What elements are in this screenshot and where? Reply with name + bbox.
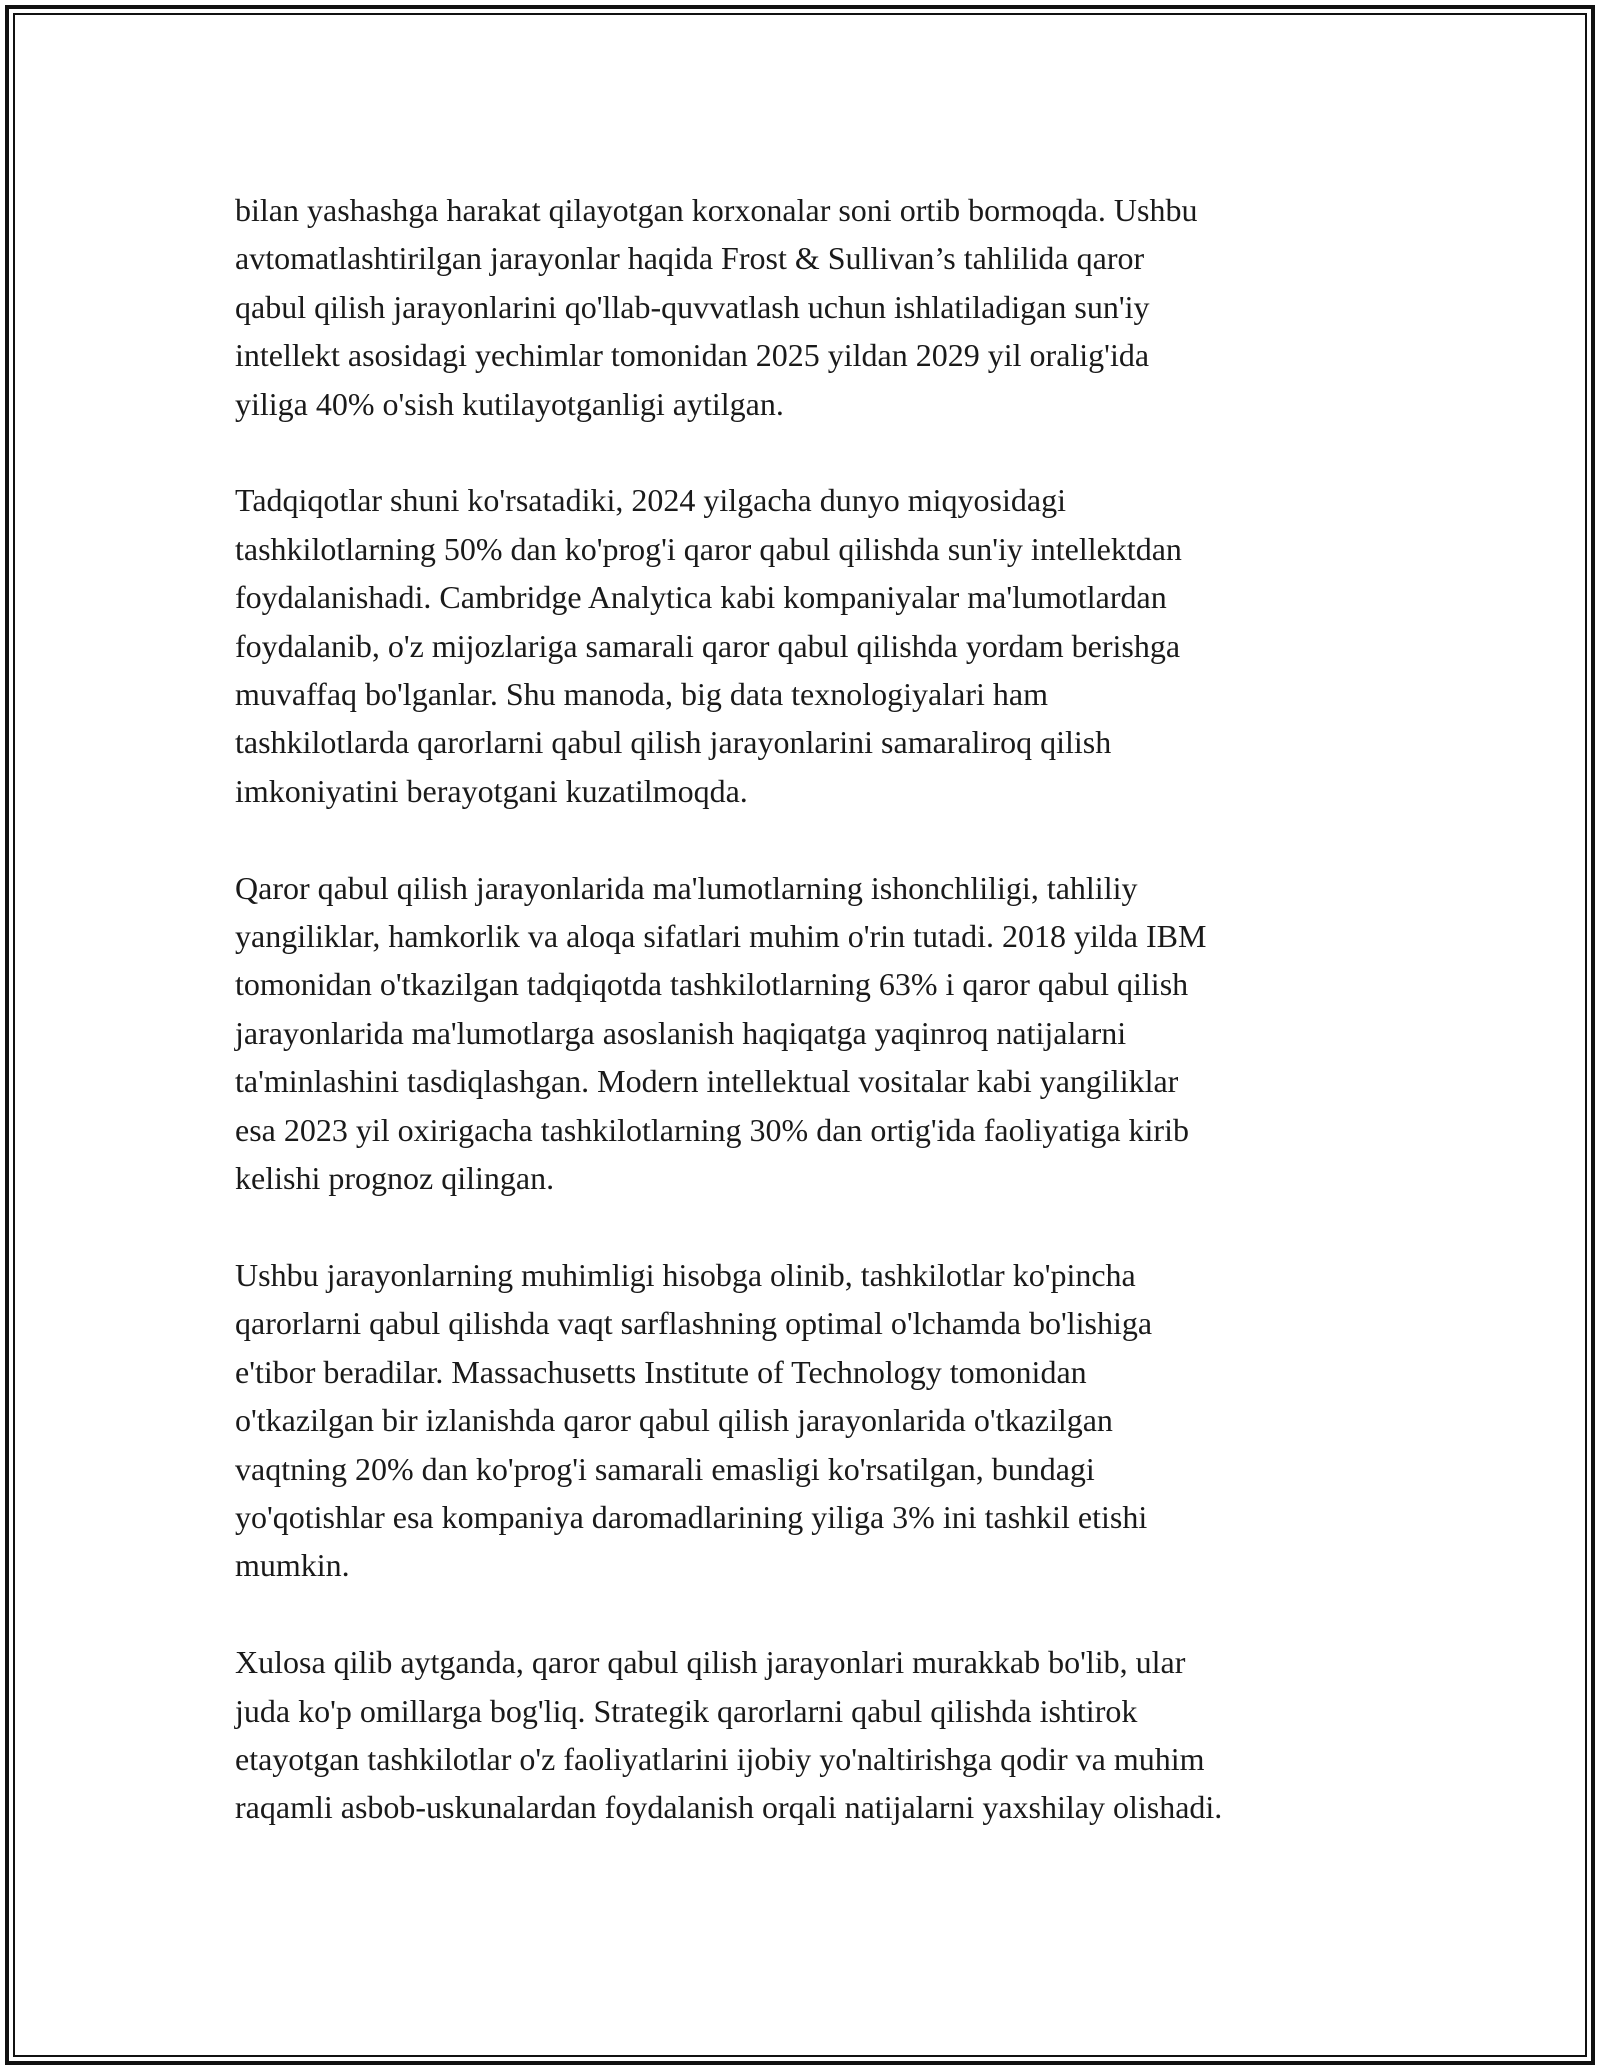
paragraph-2 [235, 476, 1395, 815]
text-line: raqamli asbob-uskunalardan foydalanish orqali natijalarni yaxshilay olishadi. [235, 1789, 1223, 1826]
text-line: foydalanib, o'z mijozlariga samarali qaror qabul qilishda yordam berishga [235, 627, 1181, 664]
text-line: etayotgan tashkilotlar o'z faoliyatlarini ijobiy yo'naltirishga qodir va muhim [235, 1740, 1205, 1777]
text-line: juda ko'p omillarga bog'liq. Strategik qarorlarni qabul qilishda ishtirok [235, 1692, 1138, 1729]
text-line: tashkilotlarning 50% dan ko'prog'i qaror qabul qilishda sun'iy intellektdan [235, 530, 1182, 567]
text-line: foydalanishadi. Cambridge Analytica kabi kompaniyalar ma'lumotlardan [235, 579, 1167, 616]
paragraph-1 [235, 186, 1395, 428]
text-line: jarayonlarida ma'lumotlarga asoslanish haqiqatga yaqinroq natijalarni [235, 1014, 1127, 1051]
text-line: tashkilotlarda qarorlarni qabul qilish jarayonlarini samaraliroq qilish [235, 724, 1112, 761]
text-line: ta'minlashini tasdiqlashgan. Modern intellektual vositalar kabi yangiliklar [235, 1063, 1179, 1100]
text-line: avtomatlashtirilgan jarayonlar haqida Frost & Sullivan’s tahlilida qaror [235, 240, 1145, 277]
paragraph-4 [235, 1251, 1395, 1590]
text-line: Qaror qabul qilish jarayonlarida ma'lumotlarning ishonchliligi, tahliliy [235, 869, 1138, 906]
text-line: o'tkazilgan bir izlanishda qaror qabul qilish jarayonlarida o'tkazilgan [235, 1402, 1113, 1439]
text-line: e'tibor beradilar. Massachusetts Institute of Technology tomonidan [235, 1353, 1087, 1390]
text-line: tomonidan o'tkazilgan tadqiqotda tashkilotlarning 63% i qaror qabul qilish [235, 966, 1189, 1003]
text-line: esa 2023 yil oxirigacha tashkilotlarning 30% dan ortig'ida faoliyatiga kirib [235, 1111, 1189, 1148]
document-body [235, 186, 1395, 1832]
text-line: yangiliklar, hamkorlik va aloqa sifatlari muhim o'rin tutadi. 2018 yilda IBM [235, 918, 1207, 955]
paragraph-3 [235, 864, 1395, 1203]
text-line: yo'qotishlar esa kompaniya daromadlarining yiliga 3% ini tashkil etishi [235, 1498, 1148, 1535]
text-line: mumkin. [235, 1547, 350, 1584]
text-line: qabul qilish jarayonlarini qo'llab-quvvatlash uchun ishlatiladigan sun'iy [235, 288, 1150, 325]
text-line: yiliga 40% o'sish kutilayotganligi aytilgan. [235, 385, 784, 422]
text-line: imkoniyatini berayotgani kuzatilmoqda. [235, 772, 748, 809]
text-line: bilan yashashga harakat qilayotgan korxonalar soni ortib bormoqda. Ushbu [235, 192, 1198, 228]
text-line: Xulosa qilib aytganda, qaror qabul qilish jarayonlari murakkab bo'lib, ular [235, 1644, 1186, 1681]
text-line: qarorlarni qabul qilishda vaqt sarflashning optimal o'lchamda bo'lishiga [235, 1305, 1153, 1342]
text-line: Tadqiqotlar shuni ko'rsatadiki, 2024 yilgacha dunyo miqyosidagi [235, 482, 1066, 519]
text-line: muvaffaq bo'lganlar. Shu manoda, big data texnologiyalari ham [235, 676, 1048, 713]
text-line: vaqtning 20% dan ko'prog'i samarali emasligi ko'rsatilgan, bundagi [235, 1450, 1095, 1487]
text-line: Ushbu jarayonlarning muhimligi hisobga olinib, tashkilotlar ko'pincha [235, 1256, 1136, 1293]
paragraph-5 [235, 1638, 1395, 1832]
text-line: intellekt asosidagi yechimlar tomonidan 2025 yildan 2029 yil oralig'ida [235, 337, 1150, 374]
text-line: kelishi prognoz qilingan. [235, 1160, 555, 1197]
